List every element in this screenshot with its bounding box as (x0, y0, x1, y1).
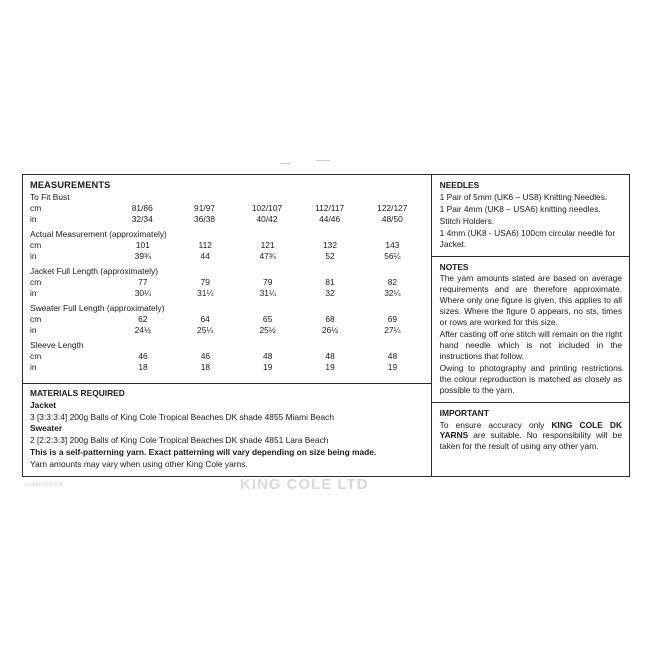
cell: 40/42 (256, 214, 278, 224)
cell: 44 (200, 251, 210, 261)
important-text (440, 420, 622, 453)
cell: 32¼ (384, 288, 401, 298)
group-title-0: To Fit Bust (30, 192, 70, 202)
row-label: in (30, 251, 37, 261)
cell: 101 (135, 240, 150, 250)
notes-title: NOTES (439, 261, 469, 272)
table-row (30, 240, 424, 251)
cell: 102/107 (251, 203, 283, 213)
materials-title: MATERIALS REQUIRED (30, 388, 125, 398)
measurements-table-3 (30, 314, 424, 336)
important-title: IMPORTANT (439, 407, 489, 418)
self-patterning-note: This is a self-patterning yarn. Exact patterning will vary depending on size being made. (30, 446, 377, 457)
row-label: in (30, 325, 37, 335)
notes-paragraph-1: After casting off one stitch will remain on the right hand needle which is not included in the instructions that follow. (439, 329, 622, 361)
sweater-label: Sweater (30, 423, 63, 434)
left-column (23, 175, 432, 476)
cell: 25¼ (197, 325, 214, 335)
needles-line-2: Stitch Holders. (439, 215, 495, 226)
cell: 79 (263, 277, 273, 287)
cell: 30¼ (134, 288, 151, 298)
row-label: cm (30, 240, 42, 250)
cell: 39¾ (134, 251, 151, 261)
cell: 56¼ (384, 251, 401, 261)
cell: 24½ (134, 325, 151, 335)
table-row (30, 203, 424, 214)
sweater-yarn-text: 2 [2:2:3:3] 200g Balls of King Cole Tropical Beaches DK shade 4851 Lara Beach (30, 435, 329, 445)
table-row (30, 314, 424, 325)
cell: 32/34 (131, 214, 153, 224)
cell: 69 (387, 314, 398, 324)
table-row (30, 251, 424, 262)
row-label: cm (30, 314, 42, 324)
jacket-label: Jacket (30, 399, 57, 410)
cell: 18 (138, 362, 148, 372)
table-row (30, 288, 424, 299)
cell: 91/97 (194, 203, 216, 213)
pattern-info-panel (22, 174, 630, 477)
watermark-leaflet-code: Leaflet 5003-d (24, 482, 63, 488)
notes-paragraph-2: Owing to photography and printing restrictions the colour reproduction is matched as closely as possible to the yarn. (439, 362, 622, 395)
measurements-table-4 (30, 351, 424, 373)
cell: 82 (387, 277, 398, 287)
cell: 122/127 (377, 203, 408, 213)
group-title-4: Sleeve Length (30, 340, 84, 350)
cell: 112 (198, 240, 212, 250)
watermark-company-name: KING COLE LTD (240, 476, 369, 493)
cell: 143 (385, 240, 400, 250)
row-label: in (30, 288, 37, 298)
table-row (30, 351, 424, 362)
cell: 19 (387, 362, 398, 372)
cell: 132 (323, 240, 337, 250)
cell: 81 (325, 277, 335, 287)
row-label: in (30, 214, 37, 224)
cell: 31¼ (259, 288, 276, 298)
jacket-yarn-text: 3 [3:3:3:4] 200g Balls of King Cole Tropical Beaches DK shade 4855 Miami Beach (30, 411, 335, 422)
cell: 112/117 (315, 203, 345, 213)
table-row (30, 277, 424, 288)
cell: 26½ (321, 325, 339, 335)
cell: 31¼ (197, 288, 214, 298)
cell: 62 (138, 314, 148, 324)
important-text-before: To ensure accuracy only (439, 419, 552, 430)
cell: 48 (263, 351, 273, 361)
cell: 36/38 (194, 214, 216, 224)
cell: 81/86 (131, 203, 153, 213)
cell: 77 (138, 277, 148, 287)
important-section (432, 402, 629, 459)
cell: 48 (387, 351, 398, 361)
needles-title: NEEDLES (439, 180, 480, 190)
measurements-title: MEASUREMENTS (30, 180, 111, 190)
cell: 48 (325, 351, 335, 361)
cell: 46 (200, 351, 211, 361)
right-column (432, 175, 629, 476)
group-title-2: Jacket Full Length (approximately) (30, 266, 159, 276)
row-label: cm (30, 277, 42, 287)
materials-section (23, 384, 431, 476)
notes-section (432, 256, 629, 402)
yarn-amount-note: Yarn amounts may vary when using other King Cole yarns. (30, 458, 248, 469)
measurements-table-1 (30, 240, 424, 262)
cell: 25½ (259, 325, 276, 335)
cell: 32 (325, 288, 335, 298)
cell: 79 (200, 277, 210, 287)
measurements-table-0 (30, 203, 424, 225)
cell: 19 (325, 362, 335, 372)
cell: 64 (200, 314, 210, 324)
table-row (30, 325, 424, 336)
faint-registration-marks (280, 160, 340, 168)
important-text-after: are suitable. No responsibility will be taken for the result of using any other yarn. (439, 430, 622, 452)
row-label: cm (30, 351, 42, 361)
group-title-1: Actual Measurement (approximately) (30, 229, 167, 239)
cell: 121 (260, 240, 275, 250)
group-title-3: Sweater Full Length (approximately) (30, 303, 165, 313)
notes-paragraph-0: The yarn amounts stated are based on average requirements and are therefore approximate. Where only one figure is given, this applies to all sizes. Where the figure 0 appears, no sts, times or rows are worked for this size. (439, 273, 622, 328)
cell: 47¾ (259, 251, 276, 261)
cell: 19 (263, 362, 273, 372)
measurements-table-2 (30, 277, 424, 299)
table-row (30, 214, 424, 225)
row-label: in (30, 362, 37, 372)
needles-line-1: 1 Pair 4mm (UK8 – USA6) knitting needles. (439, 203, 601, 214)
cell: 46 (138, 351, 148, 361)
cell: 52 (325, 251, 335, 261)
brand-name: KING COLE DK YARNS (439, 419, 623, 441)
row-label: cm (30, 203, 42, 213)
cell: 27¼ (384, 325, 401, 335)
cell: 68 (325, 314, 335, 324)
needles-section (432, 175, 629, 256)
cell: 44/46 (319, 214, 341, 224)
cell: 48/50 (381, 214, 403, 224)
table-row (30, 362, 424, 373)
measurements-section (23, 175, 431, 379)
needles-line-0: 1 Pair of 5mm (UK6 – US8) Knitting Needles. (439, 191, 608, 202)
cell: 65 (262, 314, 273, 324)
cell: 18 (200, 362, 211, 372)
needles-line-3: 1 4mm (UK8 - USA6) 100cm circular needle for Jacket. (439, 227, 616, 249)
